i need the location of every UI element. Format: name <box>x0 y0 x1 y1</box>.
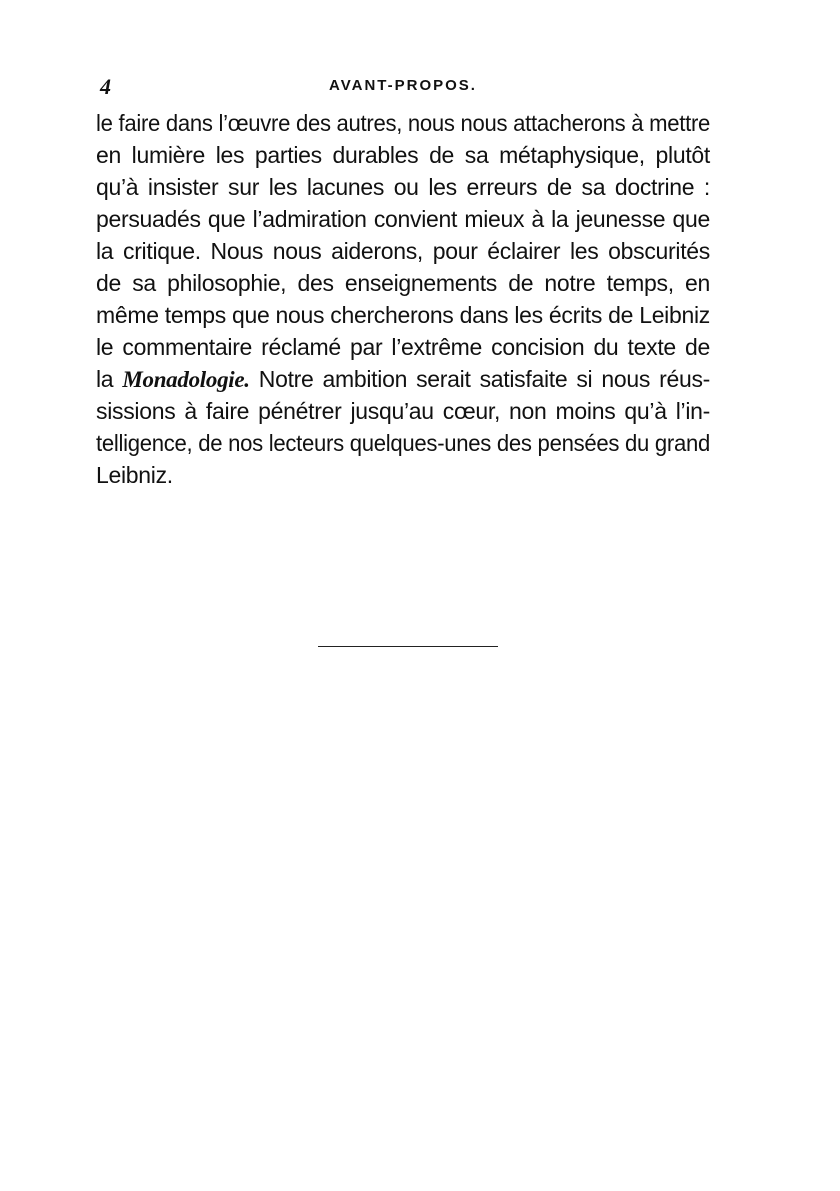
section-divider <box>318 646 498 647</box>
running-title: AVANT-PROPOS. <box>329 77 477 94</box>
text-line: en lumière les parties durables de sa métaphysique, plutôt <box>96 142 710 168</box>
text-line: qu’à insister sur les lacunes ou les erreurs de sa doctrine : <box>96 174 710 200</box>
line-prefix: la <box>96 366 123 392</box>
text-line: sissions à faire pénétrer jusqu’au cœur, non moins qu’à l’in- <box>96 398 710 424</box>
text-line: la critique. Nous nous aiderons, pour éclairer les obscurités <box>96 238 710 264</box>
line-suffix: Notre ambition serait satisfaite si nous réus- <box>249 366 710 392</box>
work-title: Monadologie. <box>122 367 250 392</box>
text-line: le commentaire réclamé par l’extrême concision du texte de <box>96 334 710 360</box>
page-number: 4 <box>100 74 111 99</box>
body-text <box>96 107 710 491</box>
page-header <box>96 74 710 104</box>
text-line: le faire dans l’œuvre des autres, nous nous attacherons à mettre <box>96 110 711 136</box>
text-line: persuadés que l’admiration convient mieux à la jeunesse que <box>96 206 710 232</box>
text-line: de sa philosophie, des enseignements de notre temps, en <box>96 270 710 296</box>
text-line: telligence, de nos lecteurs quelques-unes des pensées du grand <box>96 430 710 456</box>
text-line-with-title <box>96 363 710 395</box>
text-line-last: Leibniz. <box>96 462 173 488</box>
text-line: même temps que nous chercherons dans les écrits de Leibniz <box>96 302 710 328</box>
